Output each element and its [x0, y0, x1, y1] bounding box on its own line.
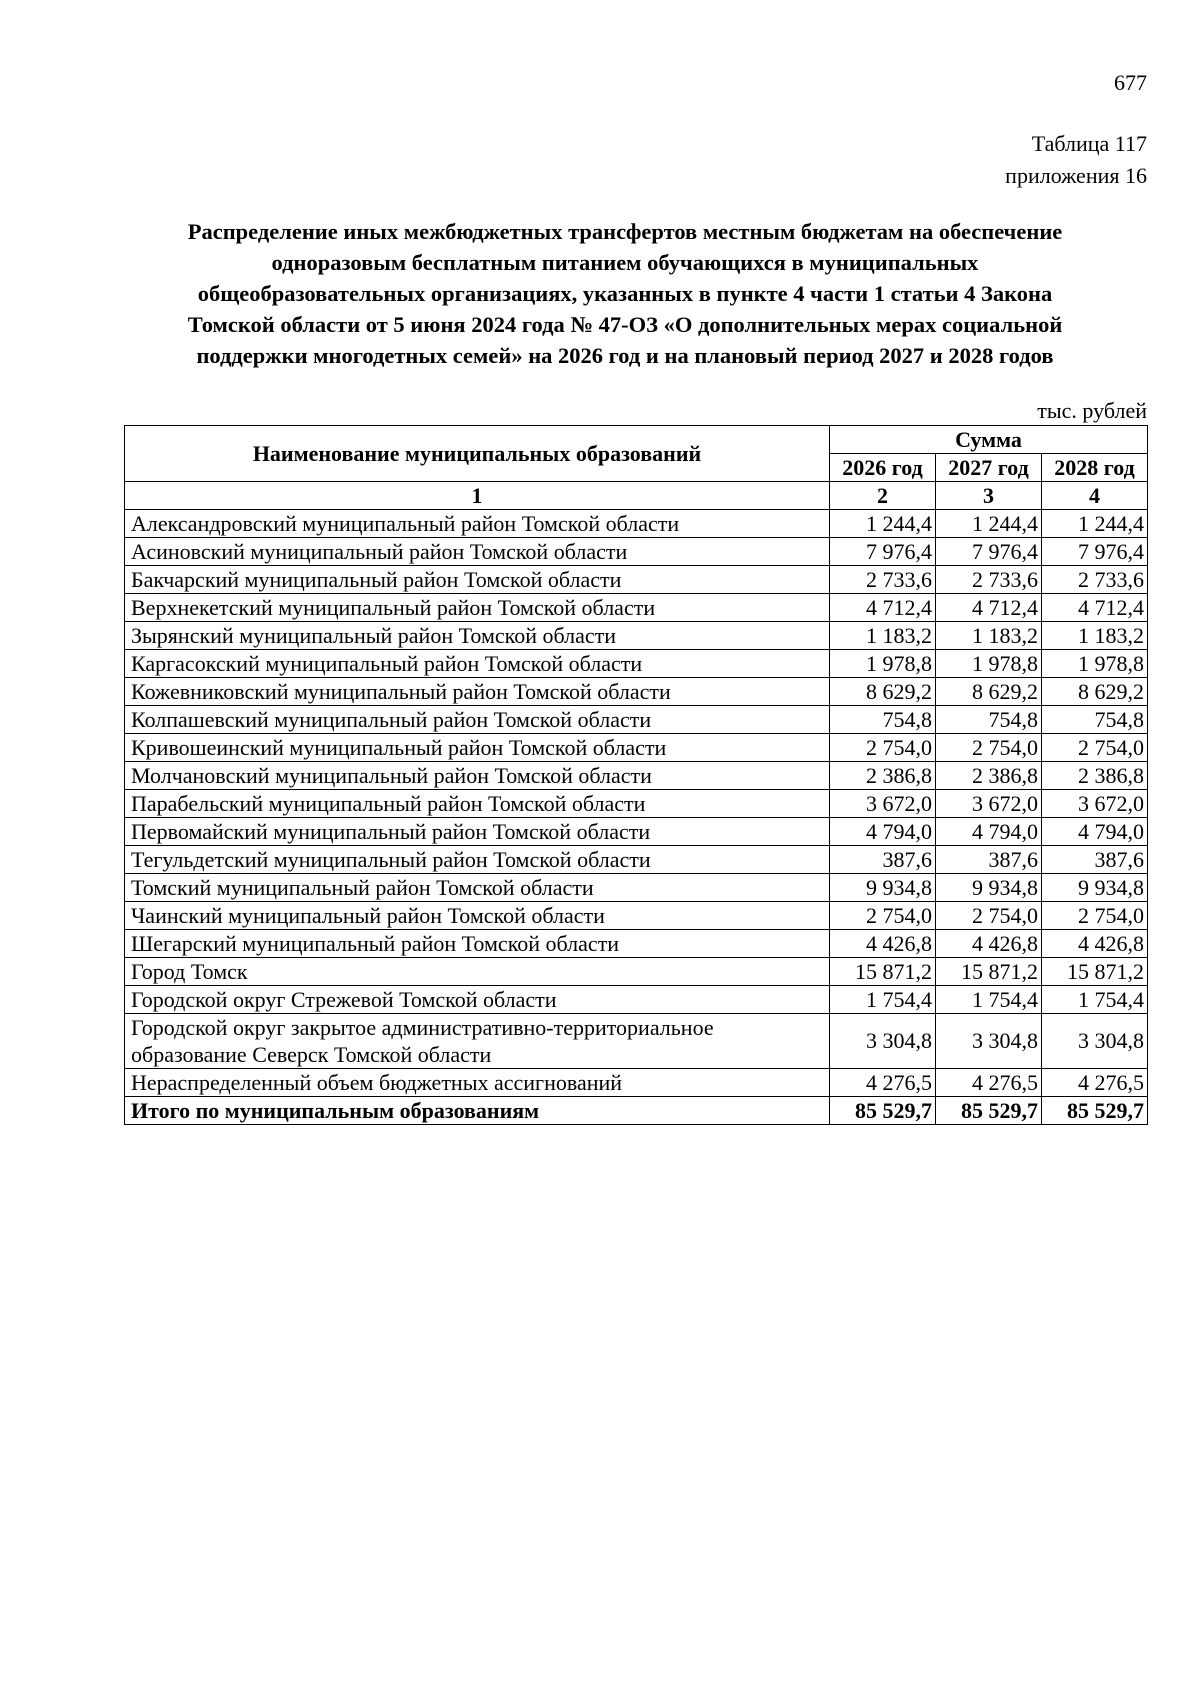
amount-2028: 1 183,2: [1042, 622, 1148, 650]
amount-2026: 2 733,6: [830, 566, 936, 594]
amount-2026: 1 183,2: [830, 622, 936, 650]
municipality-name: Верхнекетский муниципальный район Томской области: [125, 594, 830, 622]
table-row: [125, 706, 1148, 734]
table-row: [125, 1014, 1148, 1069]
table-row: [125, 510, 1148, 538]
amount-2026: 387,6: [830, 846, 936, 874]
amount-2028: 2 754,0: [1042, 734, 1148, 762]
amount-2027: 2 386,8: [936, 762, 1042, 790]
amount-2026: 3 672,0: [830, 790, 936, 818]
amount-2027: 4 276,5: [936, 1069, 1042, 1097]
title-line: одноразовым бесплатным питанием обучающихся в муниципальных: [271, 250, 979, 275]
amount-2026: 7 976,4: [830, 538, 936, 566]
amount-2027: 8 629,2: [936, 678, 1042, 706]
amount-2028: 8 629,2: [1042, 678, 1148, 706]
amount-2026: 2 386,8: [830, 762, 936, 790]
amount-2027: 1 978,8: [936, 650, 1042, 678]
table-row: [125, 650, 1148, 678]
title-line: поддержки многодетных семей» на 2026 год и на плановый период 2027 и 2028 годов: [196, 343, 1054, 368]
amount-2028: 4 712,4: [1042, 594, 1148, 622]
title-line: Распределение иных межбюджетных трансфертов местным бюджетам на обеспечение: [187, 219, 1063, 244]
table-row: [125, 902, 1148, 930]
table-row: [125, 594, 1148, 622]
municipality-name-line: образование Северск Томской области: [131, 1042, 492, 1067]
title-line: общеобразовательных организациях, указанных в пункте 4 части 1 статьи 4 Закона: [197, 281, 1053, 306]
table-row: [125, 734, 1148, 762]
municipality-name: Молчановский муниципальный район Томской области: [125, 762, 830, 790]
title-line: Томской области от 5 июня 2024 года № 47-ОЗ «О дополнительных мерах социальной: [187, 312, 1063, 337]
amount-2027: 9 934,8: [936, 874, 1042, 902]
column-number-1: 1: [125, 482, 830, 510]
municipality-name: Чаинский муниципальный район Томской области: [125, 902, 830, 930]
amount-2028: 1 244,4: [1042, 510, 1148, 538]
amount-2026: 8 629,2: [830, 678, 936, 706]
table-row: [125, 538, 1148, 566]
amount-2028: 754,8: [1042, 706, 1148, 734]
page-number: 677: [1114, 70, 1147, 95]
amount-2028: 9 934,8: [1042, 874, 1148, 902]
municipality-name: Первомайский муниципальный район Томской области: [125, 818, 830, 846]
table-row: [125, 846, 1148, 874]
amount-2028: 4 276,5: [1042, 1069, 1148, 1097]
municipality-name: Кривошеинский муниципальный район Томской области: [125, 734, 830, 762]
amount-2027: 15 871,2: [936, 958, 1042, 986]
amount-2028: 3 304,8: [1042, 1014, 1148, 1069]
table-row: [125, 958, 1148, 986]
amount-2027: 754,8: [936, 706, 1042, 734]
amount-2027: 3 304,8: [936, 1014, 1042, 1069]
amount-2026: 2 754,0: [830, 902, 936, 930]
amount-2028: 4 794,0: [1042, 818, 1148, 846]
header-sum: Сумма: [830, 426, 1148, 454]
municipality-name: Томский муниципальный район Томской области: [125, 874, 830, 902]
amount-2028: 1 978,8: [1042, 650, 1148, 678]
table-row: [125, 678, 1148, 706]
amount-2027: 4 426,8: [936, 930, 1042, 958]
amount-2027: 2 754,0: [936, 734, 1042, 762]
municipality-name: Бакчарский муниципальный район Томской области: [125, 566, 830, 594]
amount-2026: 2 754,0: [830, 734, 936, 762]
amount-2028: 1 754,4: [1042, 986, 1148, 1014]
amount-2027: 4 794,0: [936, 818, 1042, 846]
amount-2027: 1 754,4: [936, 986, 1042, 1014]
table-row: [125, 818, 1148, 846]
municipality-name: [125, 1014, 830, 1069]
amount-2027: 4 712,4: [936, 594, 1042, 622]
table-row: [125, 622, 1148, 650]
amount-2026: 15 871,2: [830, 958, 936, 986]
amount-2027: 1 183,2: [936, 622, 1042, 650]
amount-2027: 1 244,4: [936, 510, 1042, 538]
amount-2028: 2 733,6: [1042, 566, 1148, 594]
units-label: тыс. рублей: [1037, 398, 1147, 423]
column-number-3: 3: [936, 482, 1042, 510]
header-year-2028: 2028 год: [1042, 454, 1148, 482]
amount-2028: 15 871,2: [1042, 958, 1148, 986]
amount-2026: 4 276,5: [830, 1069, 936, 1097]
table-row: [125, 874, 1148, 902]
amount-2028: 2 386,8: [1042, 762, 1148, 790]
caption-table-number: Таблица 117: [1031, 131, 1147, 156]
table-row: [125, 566, 1148, 594]
total-2028: 85 529,7: [1042, 1097, 1148, 1125]
municipality-name: Кожевниковский муниципальный район Томской области: [125, 678, 830, 706]
table-row: [125, 790, 1148, 818]
amount-2028: 3 672,0: [1042, 790, 1148, 818]
total-label: Итого по муниципальным образованиям: [125, 1097, 830, 1125]
table-row: [125, 762, 1148, 790]
amount-2026: 3 304,8: [830, 1014, 936, 1069]
header-year-2027: 2027 год: [936, 454, 1042, 482]
municipality-name: Каргасокский муниципальный район Томской области: [125, 650, 830, 678]
amount-2026: 754,8: [830, 706, 936, 734]
amount-2027: 387,6: [936, 846, 1042, 874]
municipality-name: Городской округ Стрежевой Томской области: [125, 986, 830, 1014]
table-caption: [1005, 128, 1147, 192]
amount-2027: 2 733,6: [936, 566, 1042, 594]
caption-appendix-number: приложения 16: [1005, 163, 1147, 188]
table-row: [125, 930, 1148, 958]
table-row: [125, 1069, 1148, 1097]
municipality-name-line: Городской округ закрытое административно-территориальное: [131, 1015, 714, 1040]
amount-2027: 2 754,0: [936, 902, 1042, 930]
amount-2028: 4 426,8: [1042, 930, 1148, 958]
municipality-name: Нераспределенный объем бюджетных ассигнований: [125, 1069, 830, 1097]
total-2026: 85 529,7: [830, 1097, 936, 1125]
municipality-name: Колпашевский муниципальный район Томской области: [125, 706, 830, 734]
amount-2026: 9 934,8: [830, 874, 936, 902]
amount-2026: 1 978,8: [830, 650, 936, 678]
municipality-name: Тегульдетский муниципальный район Томской области: [125, 846, 830, 874]
header-year-2026: 2026 год: [830, 454, 936, 482]
municipality-name: Александровский муниципальный район Томской области: [125, 510, 830, 538]
amount-2028: 387,6: [1042, 846, 1148, 874]
municipality-name: Асиновский муниципальный район Томской области: [125, 538, 830, 566]
table-row: [125, 986, 1148, 1014]
amount-2028: 7 976,4: [1042, 538, 1148, 566]
municipality-name: Парабельский муниципальный район Томской области: [125, 790, 830, 818]
total-2027: 85 529,7: [936, 1097, 1042, 1125]
total-row: [125, 1097, 1148, 1125]
amount-2026: 4 794,0: [830, 818, 936, 846]
amount-2026: 4 712,4: [830, 594, 936, 622]
amount-2027: 3 672,0: [936, 790, 1042, 818]
distribution-table: [124, 425, 1148, 1125]
municipality-name: Шегарский муниципальный район Томской области: [125, 930, 830, 958]
amount-2026: 1 244,4: [830, 510, 936, 538]
column-number-2: 2: [830, 482, 936, 510]
municipality-name: Зырянский муниципальный район Томской области: [125, 622, 830, 650]
amount-2028: 2 754,0: [1042, 902, 1148, 930]
header-name-column: Наименование муниципальных образований: [125, 426, 830, 482]
document-title: [96, 216, 1154, 371]
municipality-name: Город Томск: [125, 958, 830, 986]
amount-2026: 1 754,4: [830, 986, 936, 1014]
column-number-4: 4: [1042, 482, 1148, 510]
amount-2026: 4 426,8: [830, 930, 936, 958]
amount-2027: 7 976,4: [936, 538, 1042, 566]
